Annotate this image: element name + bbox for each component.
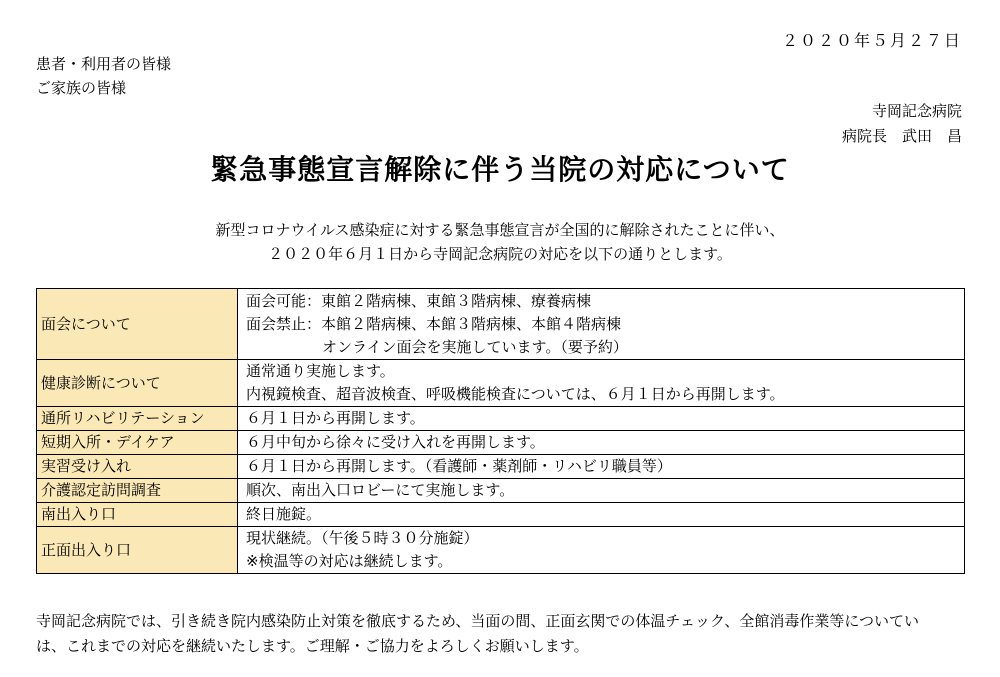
table-row xyxy=(37,455,965,479)
row-detail-main-entrance xyxy=(238,527,965,574)
row-detail-visits xyxy=(238,289,965,360)
intro-line-2: ２０２０年６月１日から寺岡記念病院の対応を以下の通りとします。 xyxy=(268,245,732,263)
table-row xyxy=(37,407,965,431)
detail-line: 内視鏡検査、超音波検査、呼吸機能検査については、６月１日から再開します。 xyxy=(246,385,785,403)
row-detail-south-entrance: 終日施錠。 xyxy=(238,503,965,527)
addressee-families: ご家族の皆様 xyxy=(36,79,127,97)
detail-line: 面会禁止：本館２階病棟、本館３階病棟、本館４階病棟 xyxy=(246,314,622,333)
table-row xyxy=(37,527,965,574)
row-label-short-stay: 短期入所・デイケア xyxy=(37,431,238,455)
sender-signatory: 病院長 武田 昌 xyxy=(841,127,962,145)
row-label-main-entrance: 正面出入り口 xyxy=(37,527,238,574)
table-row xyxy=(37,431,965,455)
addressee-patients: 患者・利用者の皆様 xyxy=(36,55,172,73)
sender-organization: 寺岡記念病院 xyxy=(871,102,962,120)
document-title: 緊急事態宣言解除に伴う当院の対応について xyxy=(210,153,790,186)
table-row xyxy=(37,289,965,360)
detail-line: オンライン面会を実施しています。（要予約） xyxy=(322,337,628,356)
row-label-visits: 面会について xyxy=(37,289,238,360)
row-label-care-survey: 介護認定訪問調査 xyxy=(37,479,238,503)
detail-line: 現状継続。（午後５時３０分施錠） xyxy=(246,529,479,547)
footer-line-2: は、これまでの対応を継続いたします。ご理解・ご協力をよろしくお願いします。 xyxy=(36,637,589,655)
detail-line: ※検温等の対応は継続します。 xyxy=(246,552,453,570)
row-detail-health-checkup xyxy=(238,360,965,407)
row-label-trainees: 実習受け入れ xyxy=(37,455,238,479)
row-detail-short-stay: ６月中旬から徐々に受け入れを再開します。 xyxy=(238,431,965,455)
table-row xyxy=(37,360,965,407)
table-row xyxy=(37,503,965,527)
detail-line: 面会可能：東館２階病棟、東館３階病棟、療養病棟 xyxy=(246,291,592,310)
row-label-day-rehab: 通所リハビリテーション xyxy=(37,407,238,431)
footer-line-1: 寺岡記念病院では、引き続き院内感染防止対策を徹底するため、当面の間、正面玄関での体温チェック、全館消毒作業等についてい xyxy=(36,612,920,630)
policy-table xyxy=(36,288,965,574)
row-label-health-checkup: 健康診断について xyxy=(37,360,238,407)
row-detail-trainees: ６月１日から再開します。（看護師・薬剤師・リハビリ職員等） xyxy=(238,455,965,479)
row-detail-care-survey: 順次、南出入口ロビーにて実施します。 xyxy=(238,479,965,503)
row-label-south-entrance: 南出入り口 xyxy=(37,503,238,527)
intro-line-1: 新型コロナウイルス感染症に対する緊急事態宣言が全国的に解除されたことに伴い、 xyxy=(215,221,785,239)
row-detail-day-rehab: ６月１日から再開します。 xyxy=(238,407,965,431)
table-row xyxy=(37,479,965,503)
document-date: ２０２０年５月２７日 xyxy=(781,31,962,50)
detail-line: 通常通り実施します。 xyxy=(246,362,395,380)
